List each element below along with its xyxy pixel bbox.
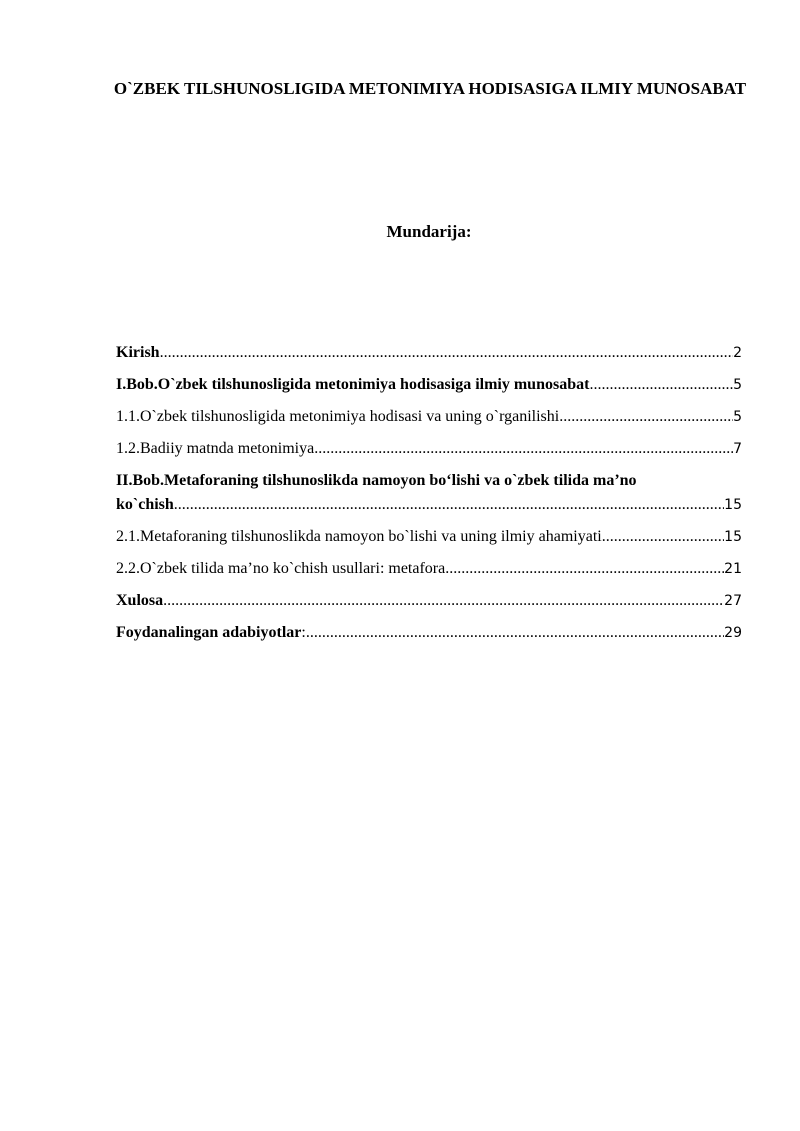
toc-entry-label: 2.2.O`zbek tilida ma’no ko`chish usullari: metafora: [116, 560, 446, 577]
toc-page-number: 2: [733, 345, 742, 361]
toc-entry-label: I.Bob.O`zbek tilshunosligida metonimiya hodisasiga ilmiy munosabat: [116, 376, 590, 393]
toc-page-number: 5: [733, 377, 742, 393]
toc-heading: Mundarija:: [386, 222, 472, 241]
toc-page-number: 29: [724, 625, 742, 641]
toc-page-number: 7: [733, 441, 742, 457]
toc-entry-kirish[interactable]: [116, 341, 742, 365]
toc-entry-section-2-2[interactable]: [116, 557, 742, 581]
toc-leader: [602, 525, 724, 549]
toc-leader: [314, 437, 733, 461]
toc-entry-label-line-1: II.Bob.Metaforaning tilshunoslikda namoyon bo‘lishi va o`zbek tilida ma’no: [116, 472, 637, 489]
toc-page-number: 27: [724, 593, 742, 609]
toc-leader: [174, 493, 724, 517]
toc-leader: [589, 373, 733, 397]
document-title: O`ZBEK TILSHUNOSLIGIDA METONIMIYA HODISASIGA ILMIY MUNOSABAT: [113, 79, 747, 98]
toc-page-number: 15: [724, 529, 742, 545]
toc-leader: [163, 589, 724, 613]
toc-entry-label: 1.1.O`zbek tilshunosligida metonimiya hodisasi va uning o`rganilishi: [116, 408, 560, 425]
toc-leader: [559, 405, 733, 429]
toc-page-number: 5: [733, 409, 742, 425]
toc-leader: [160, 341, 734, 365]
toc-entry-section-1-2[interactable]: [116, 437, 742, 461]
toc-entry-label: Kirish: [116, 344, 160, 361]
toc-entry-references[interactable]: [116, 621, 742, 645]
toc-entry-label: 1.2.Badiiy matnda metonimiya: [116, 440, 315, 457]
toc-entry-label: Foydanalingan adabiyotlar: [116, 624, 302, 641]
toc-entry-chapter-1[interactable]: [116, 373, 742, 397]
toc-entry-section-2-1[interactable]: [116, 525, 742, 549]
table-of-contents: [116, 341, 742, 653]
toc-page-number: 15: [724, 497, 742, 513]
toc-entry-section-1-1[interactable]: [116, 405, 742, 429]
toc-entry-suffix: :: [301, 624, 306, 641]
toc-leader: [445, 557, 724, 581]
toc-entry-label-line-2: ko`chish: [116, 496, 174, 513]
toc-entry-label: 2.1.Metaforaning tilshunoslikda namoyon bo`lishi va uning ilmiy ahamiyati: [116, 528, 602, 545]
toc-entry-xulosa[interactable]: [116, 589, 742, 613]
toc-entry-chapter-2[interactable]: [116, 469, 742, 517]
toc-entry-label: Xulosa: [116, 592, 164, 609]
toc-leader: [306, 621, 724, 645]
toc-page-number: 21: [724, 561, 742, 577]
